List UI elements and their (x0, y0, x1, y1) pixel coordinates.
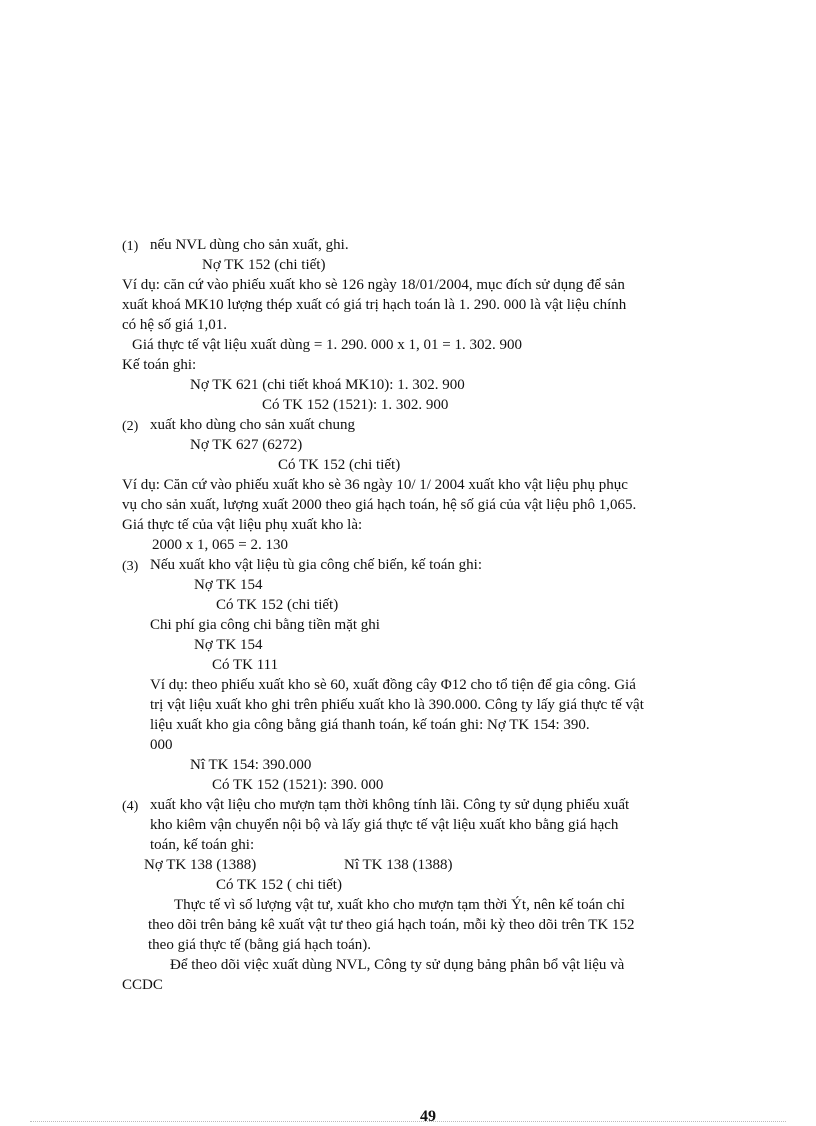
text-line: 000 (150, 737, 173, 753)
text-line: Nếu xuất kho vật liệu tù gia công chế biến, kế toán ghi: (150, 557, 482, 573)
text-line: Có TK 152 ( chi tiết) (216, 877, 342, 893)
text-line: theo giá thực tế (bằng giá hạch toán). (148, 937, 372, 953)
item-number-1: (1) (122, 239, 139, 254)
text-line: theo dõi trên bảng kê xuất vật tư theo giá hạch toán, mỗi kỳ theo dõi trên TK 152 (148, 917, 635, 933)
text-line: toán, kế toán ghi: (150, 837, 255, 853)
text-line: xuất kho vật liệu cho mượn tạm thời không tính lãi. Công ty sử dụng phiếu xuất (150, 797, 630, 813)
text-line: Nợ TK 152 (chi tiết) (202, 257, 326, 273)
text-line: Ví dụ: căn cứ vào phiếu xuất kho sè 126 ngày 18/01/2004, mục đích sử dụng để sản (122, 277, 625, 293)
text-line: Ví dụ: theo phiếu xuất kho sè 60, xuất đồng cây Φ12 cho tổ tiện để gia công. Giá (150, 677, 636, 693)
item-number-3: (3) (122, 559, 139, 574)
text-line: Giá thực tế vật liệu xuất dùng = 1. 290. 000 x 1, 01 = 1. 302. 900 (132, 337, 522, 353)
text-line: Có TK 152 (chi tiết) (278, 457, 401, 473)
text-line: có hệ số giá 1,01. (122, 317, 227, 333)
text-line: liệu xuất kho gia công bằng giá thanh toán, kế toán ghi: Nợ TK 154: 390. (150, 717, 590, 733)
text-line: xuất kho dùng cho sản xuất chung (150, 417, 355, 433)
text-line: Nî TK 154: 390.000 (190, 757, 312, 773)
text-line: Có TK 152 (1521): 390. 000 (212, 777, 384, 793)
text-line: Giá thực tế của vật liệu phụ xuất kho là: (122, 517, 363, 533)
text-line: Có TK 152 (1521): 1. 302. 900 (262, 397, 449, 413)
text-line: Nợ TK 154 (194, 637, 263, 653)
text-line: Chi phí gia công chi bằng tiền mặt ghi (150, 617, 380, 633)
text-line: Để theo dõi việc xuất dùng NVL, Công ty sử dụng bảng phân bổ vật liệu và (170, 957, 625, 973)
text-line: trị vật liệu xuất kho ghi trên phiếu xuất kho là 390.000. Công ty lấy giá thực tế vật (150, 697, 644, 713)
text-line: CCDC (122, 977, 163, 993)
text-line: Có TK 152 (chi tiết) (216, 597, 339, 613)
text-line: Nợ TK 627 (6272) (190, 437, 303, 453)
text-line: Nî TK 138 (1388) (344, 857, 453, 873)
text-line: Nợ TK 154 (194, 577, 263, 593)
text-line: 2000 x 1, 065 = 2. 130 (152, 537, 288, 553)
text-line: Nợ TK 138 (1388) (144, 857, 257, 873)
item-number-4: (4) (122, 799, 139, 814)
text-line: Có TK 111 (212, 657, 279, 673)
text-line: xuất khoá MK10 lượng thép xuất có giá trị hạch toán là 1. 290. 000 là vật liệu chính (122, 297, 627, 313)
item-number-2: (2) (122, 419, 139, 434)
text-line: Thực tế vì số lượng vật tư, xuất kho cho mượn tạm thời Ýt, nên kế toán chỉ (174, 897, 625, 913)
text-line: nếu NVL dùng cho sản xuất, ghi. (150, 237, 349, 253)
page-number: 49 (420, 1108, 436, 1125)
text-line: Kế toán ghi: (122, 357, 197, 373)
text-line: vụ cho sản xuất, lượng xuất 2000 theo giá hạch toán, hệ số giá của vật liệu phô 1,065. (122, 497, 637, 513)
text-line: kho kiêm vận chuyển nội bộ và lấy giá thực tế vật liệu xuất kho bằng giá hạch (150, 817, 619, 833)
text-line: Ví dụ: Căn cứ vào phiếu xuất kho sè 36 ngày 10/ 1/ 2004 xuất kho vật liệu phụ phục (122, 477, 628, 493)
text-line: Nợ TK 621 (chi tiết khoá MK10): 1. 302. 900 (190, 377, 465, 393)
